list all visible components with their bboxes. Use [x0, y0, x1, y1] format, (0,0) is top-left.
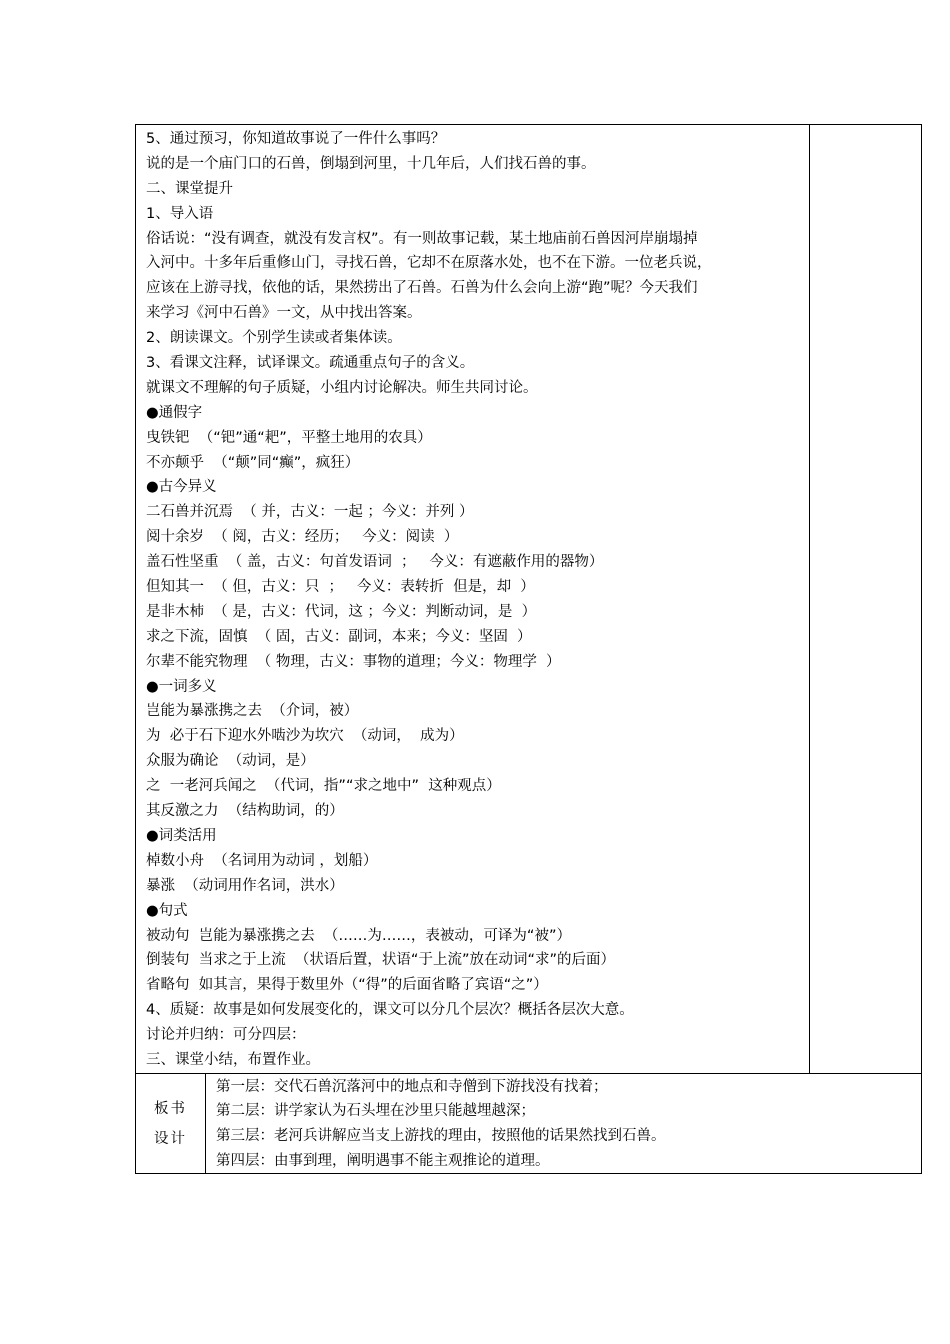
content-line: 不亦颠乎 （“颠”同“癫”，疯狂） [146, 454, 360, 471]
board-design-label: 板书设计 [154, 1100, 187, 1147]
content-line: 被动句 岂能为暴涨携之去 （……为……，表被动，可译为“被”） [146, 927, 571, 944]
teaching-process-row [136, 125, 921, 1074]
content-line: 求之下流，固慎 （ 固，古义：副词，本来；今义：坚固 ） [146, 628, 532, 645]
content-line: 应该在上游寻找，依他的话，果然捞出了石兽。石兽为什么会向上游“跑”呢？今天我们 [146, 280, 698, 297]
content-line: 倒装句 当求之于上流 （状语后置，状语“于上流”放在动词“求”的后面） [146, 952, 615, 969]
content-line: 曳铁钯 （“钯”通“耙”，平整土地用的农具） [146, 429, 432, 446]
board-design-line: 第二层：讲学家认为石头埋在沙里只能越埋越深； [216, 1103, 535, 1120]
content-line: 3、看课文注释，试译课文。疏通重点句子的含义。 [146, 355, 475, 372]
board-design-content [206, 1074, 921, 1173]
board-design-line: 第三层：老河兵讲解应当支上游找的理由，按照他的话果然找到石兽。 [216, 1128, 666, 1145]
teaching-content-cell [136, 125, 810, 1073]
content-line: 俗话说：“没有调查，就没有发言权”。有一则故事记载，某土地庙前石兽因河岸崩塌掉 [146, 230, 698, 247]
content-line: 但知其一 （ 但，古义：只 ； 今义：表转折 但是，却 ） [146, 579, 535, 596]
content-line: ●一词多义 [146, 678, 217, 695]
board-design-line: 第一层：交代石兽沉落河中的地点和寺僧到下游找没有找着； [216, 1078, 608, 1095]
content-line: 省略句 如其言，果得于数里外（“得”的后面省略了宾语“之”） [146, 977, 548, 994]
content-line: 棹数小舟 （名词用为动词 ，划船） [146, 852, 378, 869]
content-line: 其反激之力 （结构助词，的） [146, 803, 344, 820]
content-line: 尔辈不能究物理 （ 物理，古义：事物的道理；今义：物理学 ） [146, 653, 561, 670]
content-line: 之 一老河兵闻之 （代词，指”“求之地中” 这种观点） [146, 778, 501, 795]
content-line: 阅十余岁 （ 阅，古义：经历； 今义：阅读 ） [146, 529, 459, 546]
content-line: 为 必于石下迎水外啮沙为坎穴 （动词， 成为） [146, 728, 464, 745]
content-line: 2、朗读课文。个别学生读或者集体读。 [146, 330, 402, 347]
notes-cell [810, 125, 921, 1073]
content-line: 5、通过预习，你知道故事说了一件什么事吗？ [146, 131, 446, 147]
content-line: 讨论并归纳：可分四层： [146, 1027, 306, 1044]
content-line: 二石兽并沉焉 （ 并，古义：一起 ；今义：并列 ） [146, 504, 474, 521]
content-line: ●古今异义 [146, 479, 217, 496]
content-line: ●词类活用 [146, 827, 217, 844]
content-line: 二、课堂提升 [146, 180, 233, 197]
content-line: 盖石性坚重 （ 盖，古义：句首发语词 ； 今义：有遮蔽作用的器物） [146, 554, 604, 571]
content-line: 暴涨 （动词用作名词，洪水） [146, 877, 344, 894]
content-line: 是非木杮 （ 是，古义：代词，这 ；今义：判断动词，是 ） [146, 603, 537, 620]
content-line: 4、质疑：故事是如何发展变化的，课文可以分几个层次？概括各层次大意。 [146, 1002, 634, 1019]
content-line: 说的是一个庙门口的石兽，倒塌到河里，十几年后，人们找石兽的事。 [146, 155, 596, 172]
board-design-row [136, 1074, 921, 1173]
content-line: 众服为确论 （动词，是） [146, 753, 315, 770]
board-design-label-cell [136, 1074, 206, 1173]
content-line: 来学习《河中石兽》一文，从中找出答案。 [146, 305, 422, 322]
content-line: 入河中。十多年后重修山门，寻找石兽，它却不在原落水处，也不在下游。一位老兵说， [146, 255, 712, 272]
lesson-plan-table [135, 124, 922, 1174]
content-line: 岂能为暴涨携之去 （介词，被） [146, 703, 359, 720]
content-line: 三、课堂小结，布置作业。 [146, 1051, 320, 1068]
content-line: 就课文不理解的句子质疑，小组内讨论解决。师生共同讨论。 [146, 379, 538, 396]
content-line: ●句式 [146, 902, 188, 919]
board-design-line: 第四层：由事到理，阐明遇事不能主观推论的道理。 [216, 1152, 550, 1169]
content-line: 1、导入语 [146, 205, 214, 222]
content-line: ●通假字 [146, 404, 203, 421]
